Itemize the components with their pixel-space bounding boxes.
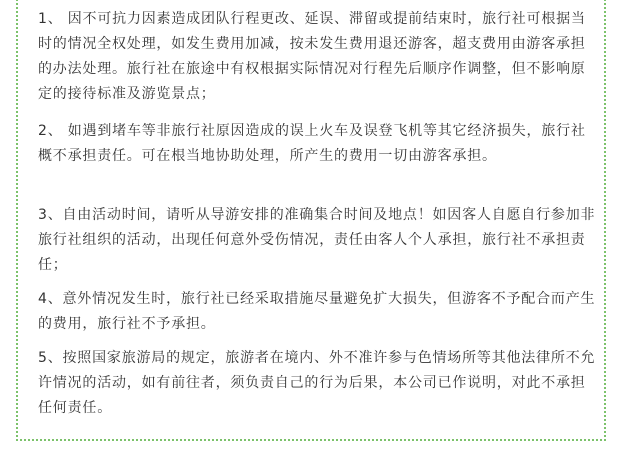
terms-card [16, 0, 606, 441]
term-paragraph-2: 2、 如遇到堵车等非旅行社原因造成的误上火车及误登飞机等其它经济损失，旅行社概不承担责任。可在根当地协助处理，所产生的费用一切由游客承担。 [38, 123, 586, 164]
term-paragraph-3: 3、自由活动时间，请听从导游安排的准确集合时间及地点！如因客人自愿自行参加非旅行社组织的活动，出现任何意外受伤情况，责任由客人个人承担，旅行社不承担责任； [38, 207, 596, 273]
term-paragraph-4: 4、意外情况发生时，旅行社已经采取措施尽量避免扩大损失，但游客不予配合而产生的费用，旅行社不予承担。 [38, 291, 596, 332]
term-paragraph-1: 1、 因不可抗力因素造成团队行程更改、延误、滞留或提前结束时，旅行社可根据当时的情况全权处理，如发生费用加减，按未发生费用退还游客，超支费用由游客承担的办法处理。旅行社在旅途中有权根据实际情况对行程先后顺序作调整，但不影响原定的接待标准及游览景点； [38, 11, 586, 102]
term-paragraph-5: 5、按照国家旅游局的规定，旅游者在境内、外不准许参与色情场所等其他法律所不允许情况的活动，如有前往者，须负责自己的行为后果，本公司已作说明，对此不承担任何责任。 [38, 350, 596, 416]
